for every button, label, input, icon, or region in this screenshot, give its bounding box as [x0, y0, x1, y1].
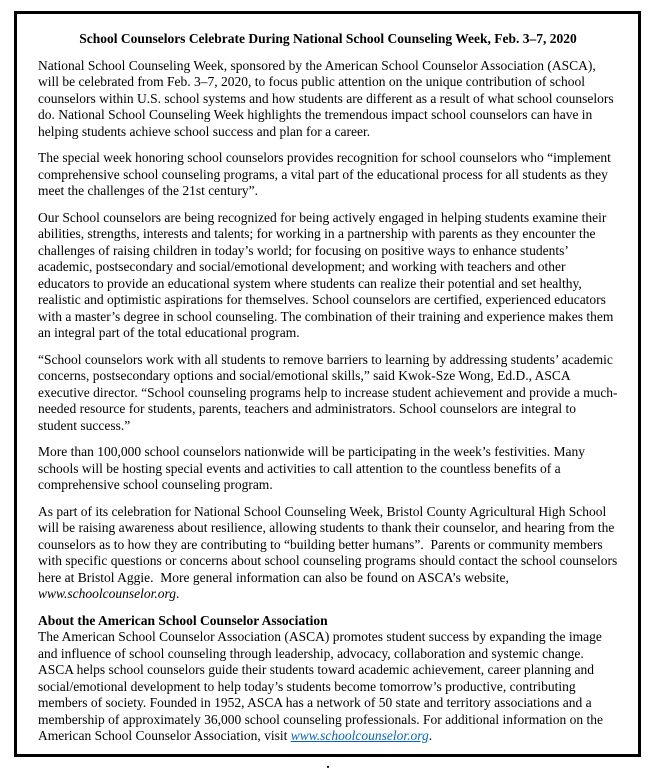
asca-website-link[interactable]: www.schoolcounselor.org — [290, 728, 429, 743]
celebration-paragraph — [38, 503, 621, 603]
about-text: The American School Counselor Association (ASCA) promotes student success by expanding the image and influence of school counseling through leadership, advocacy, collaboration and systemic change. ASCA helps school counselors guide their students toward academic achievement, career planning and social/emotional development to help today’s students become tomorrow’s productive, contributing members of society. Founded in 1952, ASCA has a network of 50 state and territory associations and a membership of approximately 36,000 school counseling professionals. For additional information on the American School Counselor Association, visit — [38, 629, 606, 743]
celebration-text: As part of its celebration for National School Counseling Week, Bristol County Agricultural High School will be raising awareness about resilience, allowing students to thank their counselor, and hearing from the counselors as to how they are contributing to “building better humans”. Parents or community members with specific questions or concerns about school counseling programs should contact the school counselors here at Bristol Aggie. More general information can also be found on ASCA’s website, — [38, 503, 621, 585]
about-period: . — [428, 728, 433, 743]
intro-paragraph: National School Counseling Week, sponsored by the American School Counselor Association (ASCA), will be celebrated from Feb. 3–7, 2020, to focus public attention on the unique contribution of school counselors within U.S. school systems and how students are different as a result of what school counselors do. National School Counseling Week highlights the tremendous impact school counselors can have in helping students achieve school success and plan for a career. — [38, 57, 618, 139]
document-frame — [14, 11, 641, 757]
page-number-fragment: . — [326, 757, 330, 772]
about-section — [38, 613, 618, 745]
celebration-period: . — [176, 586, 180, 601]
asca-website-url-italic: www.schoolcounselor.org — [38, 586, 177, 601]
recognition-paragraph: The special week honoring school counselors provides recognition for school counselors who “implement comprehensive school counseling programs, a vital part of the educational process for all students as they meet the challenges of the 21st century”. — [38, 150, 615, 198]
participation-paragraph: More than 100,000 school counselors nationwide will be participating in the week’s festivities. Many schools will be hosting special events and activities to call attention to the countless benefits of a comprehensive school counseling program. — [38, 444, 589, 492]
counselor-role-paragraph: Our School counselors are being recognized for being actively engaged in helping students examine their abilities, strengths, interests and talents; for working in a partnership with parents as they encounter the challenges of raising children in today’s world; for focusing on positive ways to enhance students’ academic, postsecondary and social/emotional development; and working with teachers and other educators to provide an educational system where students can realize their potential and set healthy, realistic and optimistic aspirations for themselves. School counselors are certified, experienced educators with a master’s degree in school counseling. The combination of their training and experience makes them an integral part of the total educational program. — [38, 209, 617, 340]
about-paragraph — [38, 629, 618, 745]
about-heading: About the American School Counselor Association — [38, 612, 328, 628]
document-title: School Counselors Celebrate During National School Counseling Week, Feb. 3–7, 2020 — [79, 31, 577, 46]
director-quote-paragraph: “School counselors work with all students to remove barriers to learning by addressing students’ academic concerns, postsecondary options and social/emotional skills,” said Kwok-Sze Wong, Ed.D., ASCA executive director. “School counseling programs help to increase student achievement and provide a much-needed resource for students, parents, teachers and administrators. School counselors are integral to student success.” — [38, 351, 618, 433]
